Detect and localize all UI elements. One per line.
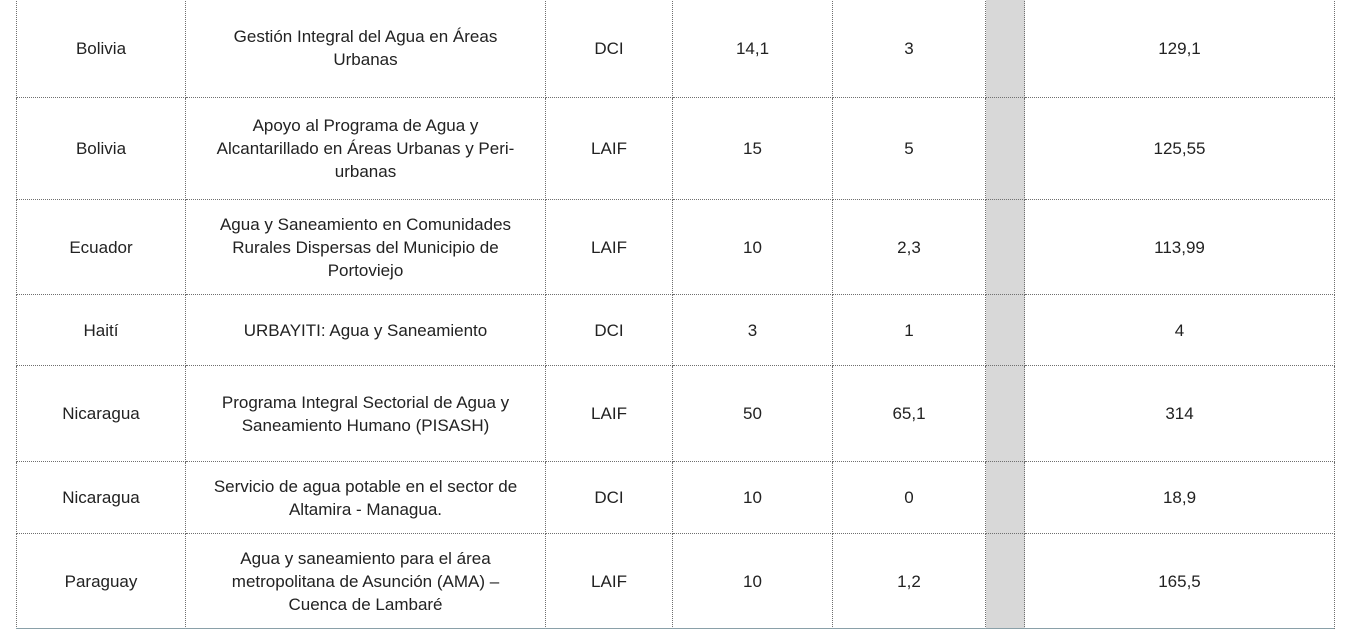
cell-value-total: 113,99: [1025, 200, 1335, 295]
cell-value-a: 50: [673, 366, 833, 462]
cell-project: Gestión Integral del Agua en Áreas Urbanas: [186, 0, 546, 98]
cell-instrument: LAIF: [546, 98, 673, 200]
cell-shaded: [986, 462, 1025, 534]
table-row: [17, 200, 1335, 295]
cell-value-total: 125,55: [1025, 98, 1335, 200]
cell-shaded: [986, 295, 1025, 366]
cell-project: Apoyo al Programa de Agua y Alcantarillado en Áreas Urbanas y Peri-urbanas: [186, 98, 546, 200]
cell-country: Paraguay: [17, 534, 186, 629]
cell-value-b: 3: [833, 0, 986, 98]
cell-country: Nicaragua: [17, 462, 186, 534]
cell-country: Nicaragua: [17, 366, 186, 462]
cell-value-a: 10: [673, 462, 833, 534]
cell-value-a: 14,1: [673, 0, 833, 98]
cell-value-total: 314: [1025, 366, 1335, 462]
table-bottom-rule: [16, 628, 1334, 629]
cell-value-total: 129,1: [1025, 0, 1335, 98]
cell-country: Bolivia: [17, 0, 186, 98]
cell-value-b: 2,3: [833, 200, 986, 295]
cell-project: URBAYITI: Agua y Saneamiento: [186, 295, 546, 366]
cell-project: Agua y saneamiento para el área metropolitana de Asunción (AMA) – Cuenca de Lambaré: [186, 534, 546, 629]
cell-instrument: DCI: [546, 462, 673, 534]
table-row: [17, 462, 1335, 534]
cell-shaded: [986, 98, 1025, 200]
cell-value-total: 165,5: [1025, 534, 1335, 629]
cell-value-a: 3: [673, 295, 833, 366]
cell-value-a: 10: [673, 534, 833, 629]
cell-instrument: LAIF: [546, 534, 673, 629]
cell-shaded: [986, 0, 1025, 98]
table-body: [17, 0, 1335, 629]
projects-table-container: [16, 0, 1334, 629]
cell-value-total: 18,9: [1025, 462, 1335, 534]
cell-shaded: [986, 366, 1025, 462]
cell-country: Bolivia: [17, 98, 186, 200]
cell-value-total: 4: [1025, 295, 1335, 366]
cell-value-a: 15: [673, 98, 833, 200]
cell-value-b: 0: [833, 462, 986, 534]
cell-value-b: 1: [833, 295, 986, 366]
cell-value-b: 1,2: [833, 534, 986, 629]
cell-project: Servicio de agua potable en el sector de Altamira - Managua.: [186, 462, 546, 534]
cell-value-b: 5: [833, 98, 986, 200]
table-row: [17, 366, 1335, 462]
cell-shaded: [986, 200, 1025, 295]
cell-value-b: 65,1: [833, 366, 986, 462]
projects-table: [16, 0, 1335, 629]
cell-country: Haití: [17, 295, 186, 366]
cell-instrument: DCI: [546, 295, 673, 366]
table-row: [17, 534, 1335, 629]
cell-value-a: 10: [673, 200, 833, 295]
cell-instrument: LAIF: [546, 366, 673, 462]
table-row: [17, 0, 1335, 98]
table-row: [17, 98, 1335, 200]
cell-project: Agua y Saneamiento en Comunidades Rurales Dispersas del Municipio de Portoviejo: [186, 200, 546, 295]
cell-shaded: [986, 534, 1025, 629]
cell-instrument: LAIF: [546, 200, 673, 295]
table-row: [17, 295, 1335, 366]
cell-project: Programa Integral Sectorial de Agua y Saneamiento Humano (PISASH): [186, 366, 546, 462]
cell-instrument: DCI: [546, 0, 673, 98]
cell-country: Ecuador: [17, 200, 186, 295]
